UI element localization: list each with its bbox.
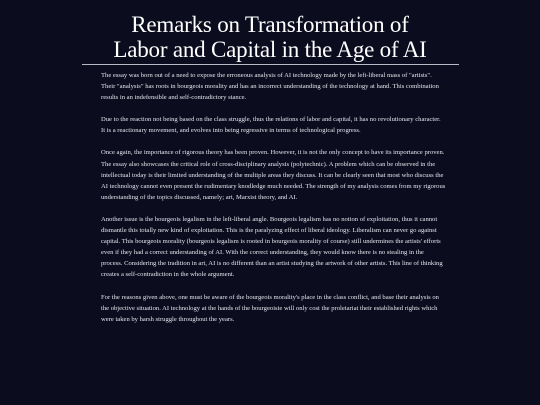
title-line-1: Remarks on Transformation of — [131, 12, 409, 37]
essay-body — [101, 70, 446, 336]
paragraph-2: Due to the reaction not being based on the class struggle, thus the relations of labor and capital, it has no revolutionary character. It is a reactionary movement, and evolves into being regressive in terms of technological progress. — [101, 116, 441, 135]
title-line-2: Labor and Capital in the Age of AI — [113, 37, 427, 62]
paragraph-5: For the reasons given above, one must be aware of the bourgeois morality's place in the class conflict, and base their analysis on the objective situation. AI technology at the hands of the bourgeoisie will only cost the proletariat their established rights which were taken by harsh struggle throughout the years. — [101, 293, 439, 323]
paragraph-3: Once again, the importance of rigorous theory has been proven. However, it is not the only concept to have its importance proven. The essay also showcases the critical role of cross-disciplinary analysis (polytechnic). A problem which can be observed in the intellectual today is their limited understanding of the multiple areas they discuss. It can be clearly seen that most who discuss the AI technology cannot even present the rudimentary knodledge much needed. The strength of my analysis comes from my rigorous understanding of the topics discussed, namely; art, Marxist theory, and AI. — [101, 149, 446, 201]
page-title — [0, 12, 540, 62]
paragraph-1: The essay was born out of a need to expose the erroneous analysis of AI technology made by the left-liberal mass of "artists". Their "analysis" has roots in bourgeois morality and has an incorrect understanding of the technology at hand. This combination results in an indefensible and self-contradictory stance. — [101, 72, 439, 102]
title-divider — [82, 64, 459, 65]
paragraph-4: Another issue is the bourgeois legalism in the left-liberal angle. Bourgeois legalism has no notion of exploitation, thus it cannot dismantle this totally new kind of exploitation. This is the paralyzing effect of liberal ideology. Liberalism can never go against capital. This bourgeois morality (bourgeois legalism is rooted in bourgeois morality of course) still undermines the artists' efforts even if they had a correct understanding of AI. With the correct understanding, they would know there is no stealing in the process. Considering the tradition in art, AI is no different than an artist studying the artwork of other artists. This line of thinking creates a self-contradiction in the whole argument. — [101, 215, 443, 279]
